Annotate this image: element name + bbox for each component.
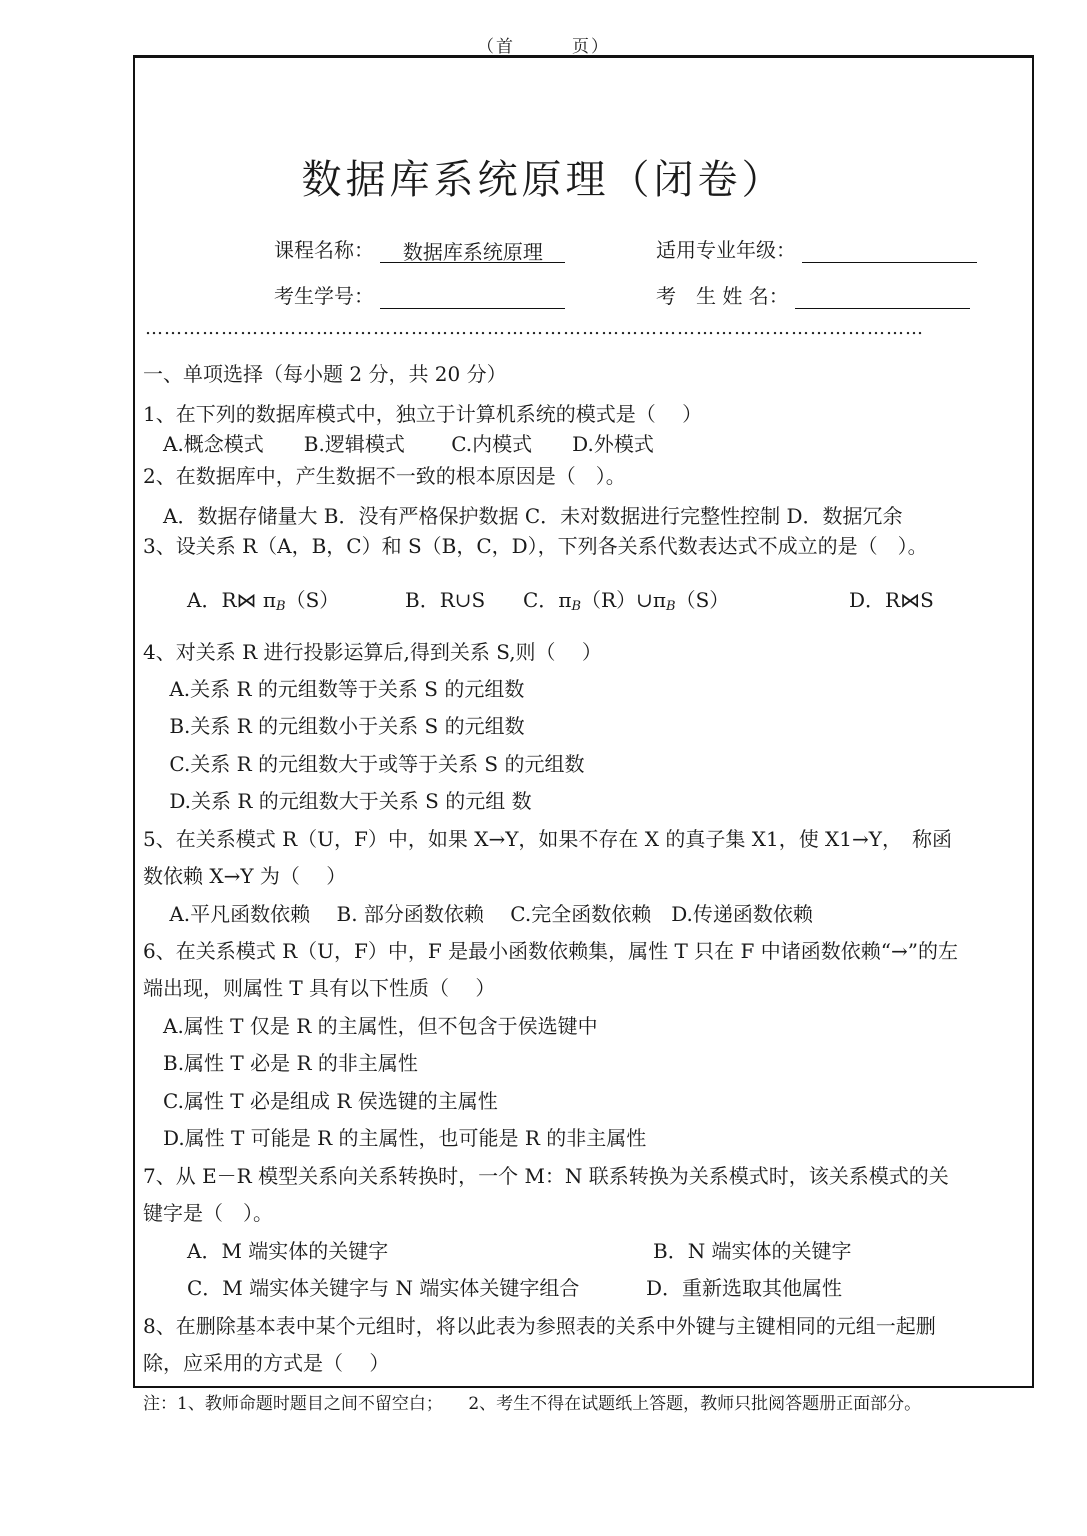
course-label: 课程名称： (274, 238, 374, 262)
question-line: 键字是（ ）。 (143, 1201, 273, 1225)
join-symbol: ⋈ (236, 588, 257, 612)
student-id-row (274, 280, 565, 309)
question-line: 8、在删除基本表中某个元组时，将以此表为参照表的关系中外键与主键相同的元组一起删 (143, 1314, 936, 1338)
q7-option-c: C．M 端实体关键字与 N 端实体关键字组合 (187, 1276, 580, 1300)
question-line: D.关系 R 的元组数大于关系 S 的元组 数 (143, 789, 532, 813)
major-label: 适用专业年级： (656, 238, 796, 262)
question-line: B.关系 R 的元组数小于关系 S 的元组数 (143, 714, 525, 738)
join-symbol: ⋈ (900, 588, 921, 612)
major-value (802, 236, 977, 263)
question-line: B.属性 T 必是 R 的非主属性 (143, 1051, 418, 1075)
course-row (274, 234, 565, 263)
question-line: 1、在下列的数据库模式中，独立于计算机系统的模式是（ ） (143, 402, 703, 426)
question-line: 7、从 E－R 模型关系向关系转换时，一个 M：N 联系转换为关系模式时，该关系模式的关 (143, 1164, 949, 1188)
q3-option-a: A．R⋈ $\pi_B(S)$ (187, 588, 340, 614)
student-id-label: 考生学号： (274, 284, 374, 308)
question-line: 除，应采用的方式是（ ） (143, 1351, 390, 1375)
question-line: A.平凡函数依赖 B. 部分函数依赖 C.完全函数依赖 D.传递函数依赖 (143, 902, 813, 926)
question-line: A.关系 R 的元组数等于关系 S 的元组数 (143, 677, 525, 701)
question-line: A.概念模式 B.逻辑模式 C.内模式 D.外模式 (143, 432, 654, 456)
name-value (795, 282, 970, 309)
dotted-separator: …………………………………………………………………………………………………………… (145, 318, 924, 339)
question-line: C.属性 T 必是组成 R 侯选键的主属性 (143, 1089, 498, 1113)
question-line: A．数据存储量大 B．没有严格保护数据 C．未对数据进行完整性控制 D．数据冗余 (143, 504, 903, 528)
question-line: C.关系 R 的元组数大于或等于关系 S 的元组数 (143, 752, 585, 776)
question-line: 数依赖 X→Y 为（ ） (143, 864, 347, 888)
major-row (656, 234, 977, 263)
question-line: 端出现，则属性 T 具有以下性质（ ） (143, 976, 496, 1000)
q3-option-b: B．R∪S (405, 588, 486, 612)
question-line: 6、在关系模式 R（U，F）中，F 是最小函数依赖集，属性 T 只在 F 中诸函数依赖“→”的左 (143, 939, 958, 963)
exam-title: 数据库系统原理（闭卷） (301, 157, 786, 203)
q3-option-c: C．$\pi_B(R)\cup\pi_B(S)$ (523, 588, 730, 614)
course-value: 数据库系统原理 (380, 236, 565, 263)
page-header-note: （首 页） (477, 37, 610, 57)
question-line: A.属性 T 仅是 R 的主属性，但不包含于侯选键中 (143, 1014, 598, 1038)
q7-option-d: D．重新选取其他属性 (646, 1276, 843, 1300)
name-row (656, 280, 970, 309)
question-line: 3、设关系 R（A，B，C）和 S（B，C，D），下列各关系代数表达式不成立的是（ ）。 (143, 534, 928, 558)
q3-option-d: D．R⋈S (849, 588, 934, 612)
name-label: 考 生 姓 名： (656, 284, 789, 308)
section-heading: 一、单项选择（每小题 2 分，共 20 分） (143, 362, 507, 386)
q7-option-b: B．N 端实体的关键字 (653, 1239, 852, 1263)
student-id-value (380, 282, 565, 309)
footer-note: 注：1、教师命题时题目之间不留空白； 2、考生不得在试题纸上答题，教师只批阅答题册正面部分。 (143, 1394, 922, 1414)
question-line: 2、在数据库中，产生数据不一致的根本原因是（ ）。 (143, 464, 626, 488)
q7-option-a: A．M 端实体的关键字 (187, 1239, 389, 1263)
question-line: 5、在关系模式 R（U，F）中，如果 X→Y，如果不存在 X 的真子集 X1，使 X1→Y， 称函 (143, 827, 952, 851)
question-line: 4、对关系 R 进行投影运算后,得到关系 S,则（ ） (143, 640, 602, 664)
question-line: D.属性 T 可能是 R 的主属性，也可能是 R 的非主属性 (143, 1126, 647, 1150)
